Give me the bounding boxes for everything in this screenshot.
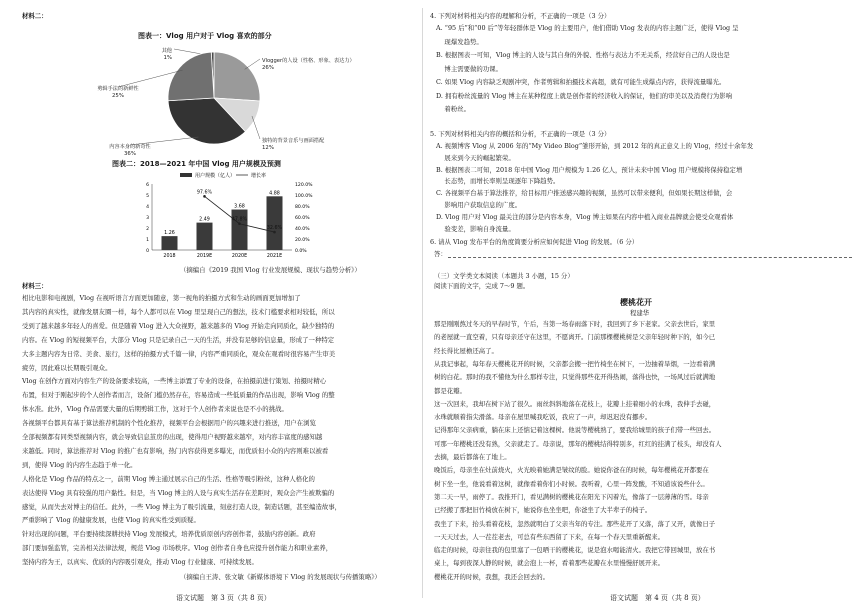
material3-line: 各视频平台都具有基于算法推荐机制的个性化推荐，视频平台会根据用户的兴趣来进行推送，用户在浏览 <box>22 419 316 428</box>
y2-tick-label: 40.0% <box>295 227 310 232</box>
question-6: 6. 请从 Vlog 发布平台的角度简要分析应如何促进 Vlog 的发展。（6 分） <box>430 238 639 246</box>
pie-slice-percent: 1% <box>163 55 172 61</box>
y2-tick-label: 120.0% <box>295 183 313 188</box>
y-tick-label: 4 <box>146 205 149 210</box>
question-4: 4. 下列对材料相关内容的理解和分析，不正确的一项是（3 分） <box>430 12 611 20</box>
chart2-source: （摘编自《2019 我国 Vlog 行业发展规模、现状与趋势分析》） <box>180 266 361 274</box>
legend-bar-swatch <box>180 173 192 177</box>
growth-point <box>203 195 206 198</box>
pie-slice-label: 内容本身的新奇性 <box>109 144 151 150</box>
y-tick-label: 3 <box>146 216 149 221</box>
y-tick-label: 6 <box>146 183 149 188</box>
material3-line: 严重影响了 Vlog 的健康发展，也使 Vlog 的真实性受到质疑。 <box>22 516 200 525</box>
q4-option-line: 现爆发趋势。 <box>436 37 483 46</box>
story-line: 桌上，每到夜深人静的时候，就会泡上一杯，看着那些花瓣在水里慢慢舒展开来。 <box>434 559 665 568</box>
y2-tick-label: 0.0% <box>295 249 307 254</box>
story-line: 树下坐一坐，他说看着这树，就像看着你们小时候。我听着，心里一阵发酸，不知道该说些什么。 <box>434 479 709 488</box>
section-3-heading: （三）文学类文本阅读（本题共 3 小题，15 分） <box>434 272 574 280</box>
story-author: 程建华 <box>630 309 650 317</box>
pie-leader-line <box>252 116 260 139</box>
pie-slice-label: 剪辑手法的新鲜性 <box>97 86 139 92</box>
pie-slice-percent: 25% <box>112 93 124 99</box>
story-line: 临走的时候，母亲往我的包里塞了一包晒干的樱桃花，说是泡水喝能清火。我把它带回城里，放在书 <box>434 546 716 555</box>
q5-option-line: 影响用户获取信息的广度。 <box>436 201 522 209</box>
q4-option-line: A. “95 后”和“00 后”等年轻群体是 Vlog 的主要用户，他们借助 Vlog 发表的内容主题广泛，使得 Vlog 呈 <box>436 24 739 32</box>
bar <box>162 236 178 250</box>
q4-option-line: C. 如果 Vlog 内容缺乏观剧冲突，作者剪辑和拍摄技术高超，就有可能生成爆点内容，获得流量曝光。 <box>436 78 726 86</box>
material3-line: 体水准。此外，Vlog 作品需要大量的后期剪辑工作，这对于个人创作者来说也是不小的挑战。 <box>22 405 288 414</box>
growth-point <box>238 222 241 225</box>
material3-line: 相比电影和电视剧，Vlog 在视听语言方面更加随意，第一视角的拍摄方式和生动的画面更加增加了 <box>22 294 301 302</box>
y2-tick-label: 100.0% <box>295 194 313 199</box>
bar-value-label: 3.68 <box>234 204 245 210</box>
q4-option-line: 博主需要做的功课。 <box>436 64 502 73</box>
story-line: 可那一年樱桃还没有熟，父亲就走了。母亲说，那年的樱桃结得特别多，红红的挂满了枝头，却没有人 <box>434 439 722 448</box>
right-column <box>424 0 860 608</box>
pie-slice <box>214 52 260 101</box>
q5-option-line: B. 根据图表二可知，2018 年中国 Vlog 用户规模为 1.26 亿人，预计未来中国 Vlog 用户规模将保持稳定增 <box>436 165 743 174</box>
pie-chart <box>0 42 420 160</box>
q5-option-line: C. 各视频平台基于算法推荐，给目标用户推送感兴趣的视频，虽然可以带来便利，但如果长期这样做，会 <box>436 189 733 198</box>
chart1-title: 图表一：Vlog 用户对于 Vlog 喜欢的部分 <box>138 32 272 40</box>
left-column <box>0 0 420 608</box>
story-line: 这一次回来，我却在树下站了很久。雨丝斜斜地落在花枝上，花瓣上挂着细小的水珠，我伸手去碰， <box>434 399 716 408</box>
x-tick-label: 2021E <box>266 254 283 259</box>
story-line: 那是刚刚熬过冬天的早春时节，午后，当第一场春雨落下时，我回到了乡下老家。父亲去世后，家里 <box>434 320 716 328</box>
material3-line: 感觉，从而失去对博主的信任。此外，一些 Vlog 博主为了吸引流量，刻意打造人设，制造话题，甚至编造故事， <box>22 502 342 511</box>
y-tick-label: 5 <box>146 194 149 199</box>
bar <box>197 223 213 250</box>
story-line: 从我记事起，每年春天樱桃花开的时候，父亲都会搬一把竹椅坐在树下，一边抽着旱烟，一边看着满 <box>434 359 716 368</box>
story-line: 记得那年父亲病重，躺在床上还惦记着这棵树。他说等樱桃熟了，要我给城里的孩子们带一些回去。 <box>434 426 716 435</box>
y2-tick-label: 60.0% <box>295 216 310 221</box>
answer-label: 答： <box>434 250 447 258</box>
story-line: 都是花瓣。 <box>434 386 466 395</box>
q5-option-line: D. Vlog 用户对 Vlog 最关注的部分是内容本身，Vlog 博主如果在内容中植入商业品牌就会使受众观看体 <box>436 212 734 221</box>
growth-point <box>273 231 276 234</box>
story-line: 已经搬了那把旧竹椅放在树下，她说你也坐坐吧，你爸坐了大半辈子的椅子。 <box>434 506 652 515</box>
material3-line: 人格化是 Vlog 作品的特点之一，前期 Vlog 博主通过展示自己的生活、性格等吸引粉丝，这种人格化的 <box>22 474 315 483</box>
q4-option-line: B. 根据图表一可知，Vlog 博主的人设与其自身的外貌、性格与表达力不无关系，经营好自己的人设也是 <box>436 51 730 59</box>
material3-line: 全部视频都有同类型视频内容，就会导致信息茧房的出现，使得用户视野越来越窄，对内容丰富度的感知越 <box>22 433 323 441</box>
x-tick-label: 2020E <box>231 254 248 259</box>
pie-slice-label: 独特的背景音乐与画面搭配 <box>262 138 325 144</box>
q5-option-line: 长态势，而增长率则呈现逐年下降趋势。 <box>436 177 560 186</box>
y2-tick-label: 20.0% <box>295 238 310 243</box>
material3-label: 材料三： <box>22 282 48 290</box>
story-line: 的老屋就一直空着，只有母亲还守在这里，不愿离开。门前那棵樱桃树是父亲年轻时种下的，如今已 <box>434 333 716 342</box>
bar-value-label: 2.49 <box>199 217 210 223</box>
pie-slice-label: 其他 <box>161 48 172 54</box>
legend-bar-label: 用户规模（亿人） <box>195 173 236 179</box>
material3-line: 内容。在 Vlog 的短视频平台，大部分 Vlog 只是记录自己一天的生活，并没有足够的信息量，形成了一种特定 <box>22 335 335 344</box>
material3-line: 布置，但对于刚起步的个人创作者而言，设备门槛仍然存在，容易造成一些低质量的作品出现，影响 Vlog 的整 <box>22 391 335 400</box>
page-footer-left: 语文试题 第 3 页（共 8 页） <box>176 594 271 602</box>
growth-label: 32.6% <box>266 226 283 232</box>
material3-source: （摘编自王涛、张文敏《新媒体语境下 Vlog 的发展现状与传播策略》） <box>180 573 381 581</box>
material3-line: 来越低。同时，算法推荐对 Vlog 的推广也有影响，热门内容获得更多曝光，而优质但小众的内容则难以被看 <box>22 446 329 455</box>
page-footer-right: 语文试题 第 4 页（共 8 页） <box>610 594 705 602</box>
story-line: 樱桃花开的时候，我想，我还会回去的。 <box>434 572 550 581</box>
growth-label: 47.8% <box>231 217 248 223</box>
pie-slice-percent: 26% <box>262 65 274 71</box>
story-line: 晚饭后，母亲坐在灶前烧火，火光映着她满是皱纹的脸。她说你爸在的时候，每年樱桃花开都要在 <box>434 466 709 475</box>
pie-leader-line <box>245 59 260 69</box>
y-tick-label: 0 <box>146 249 149 254</box>
growth-label: 97.6% <box>196 190 213 196</box>
material3-line: 受到了越来越多年轻人的喜爱。但是随着 Vlog 进入大众视野，越来越多的 Vlog 开始走向同质化，缺少独特的 <box>22 321 335 330</box>
bar-value-label: 4.88 <box>269 191 280 197</box>
story-line: 去摘，最后都落在了地上。 <box>434 453 511 461</box>
story-title: 樱桃花开 <box>620 297 652 307</box>
story-line: 水珠就顺着指尖滑落。母亲在屋里喊我吃饭，我应了一声，却迟迟没有挪步。 <box>434 413 652 422</box>
material3-line: 疲劳，因此难以长期吸引观众。 <box>22 363 112 372</box>
pie-slice-percent: 36% <box>124 151 136 157</box>
pie-slice <box>168 52 214 101</box>
answer-line <box>448 257 852 258</box>
q5-option-line: 验变差，影响自身流量。 <box>436 224 515 233</box>
story-line: 树的白花。那时的我不懂他为什么那样专注，只觉得那些花开得热闹，落得也快，一场风过后就满地 <box>434 373 716 382</box>
material3-line: 大多主题内容为日常、美食、旅行，这样的拍摄方式千篇一律，内容严重同质化，观众在观看时很容易产生审美 <box>22 349 336 358</box>
q5-option-line: A. 视频博客 Vlog 从 2006 年的“My Video Blog”雏形开始，到 2012 年的真正意义上的 Vlog，经过十余年发 <box>436 142 754 150</box>
material2-label: 材料二： <box>22 12 48 20</box>
story-line: 一天天过去，人一茬茬老去，可总有些东西留了下来，在每一个春天里重新醒来。 <box>434 532 665 541</box>
q4-option-line: D. 拥有粉丝流量的 Vlog 博主在某种程度上就是创作者的经济收入的保证，他们的审美以及消费行为影响 <box>436 91 733 100</box>
x-tick-label: 2018 <box>163 254 176 259</box>
material3-line: 针对出现的问题，平台要持续深耕扶持 Vlog 发展模式，培养优质原创内容创作者，鼓励内容创新。政府 <box>22 530 316 539</box>
y-tick-label: 1 <box>146 238 149 243</box>
story-line: 经长得比屋檐还高了。 <box>434 346 498 355</box>
q5-option-line: 展来到今天的崛起繁荣。 <box>436 153 515 162</box>
question-5: 5. 下列对材料相关内容的概括和分析，不正确的一项是（3 分） <box>430 130 611 138</box>
section-3-instruction: 阅读下面的文字，完成 7～9 题。 <box>434 282 530 290</box>
story-line: 我坐了下来，抬头看着花枝，忽然就明白了父亲当年的专注。那些花开了又落，落了又开，就像日子 <box>434 519 716 528</box>
y2-tick-label: 80.0% <box>295 205 310 210</box>
material3-line: Vlog 在创作方面对内容生产的设备要求较高，一些博主添置了专业的设备，在拍摄前进行策划、拍摄时精心 <box>22 377 327 386</box>
material3-line: 表达使得 Vlog 具有较强的用户黏性。但是，当 Vlog 博主的人设与真实生活存在差距时，观众会产生被欺骗的 <box>22 488 335 497</box>
chart2-title: 图表二：2018—2021 年中国 Vlog 用户规模及预测 <box>112 160 281 168</box>
pie-slice-percent: 12% <box>262 145 274 151</box>
bar <box>232 210 248 250</box>
material3-line: 部门要加强监管，完善相关法律法规，规范 Vlog 市场秩序。Vlog 创作者自身也应提升创作能力和职业素养， <box>22 544 333 553</box>
bar <box>267 196 283 250</box>
pie-slice-label: Vlogger的人设（性格、形象、表达力） <box>262 58 355 64</box>
material3-line: 坚持内容为王，以真实、优质的内容吸引观众，推动 Vlog 行业健康、可持续发展。 <box>22 558 258 567</box>
story-line: 第二天一早，雨停了。我推开门，看见满树的樱桃花在阳光下闪着光，像落了一层薄薄的雪。母亲 <box>434 492 709 501</box>
column-divider <box>422 8 423 598</box>
material3-line: 到，使得 Vlog 的内容生态趋于单一化。 <box>22 460 137 469</box>
legend-line-label: 增长率 <box>251 173 267 179</box>
q4-option-line: 着粉丝。 <box>436 105 470 113</box>
x-tick-label: 2019E <box>196 254 213 259</box>
bar-value-label: 1.26 <box>164 231 175 237</box>
material3-line: 其内容的真实性，就像发朋友圈一样，每个人都可以在 Vlog 里呈现自己的想法，技术门槛要求相对较低，所以 <box>22 307 335 316</box>
y-tick-label: 2 <box>146 227 149 232</box>
bar-chart <box>0 170 420 260</box>
